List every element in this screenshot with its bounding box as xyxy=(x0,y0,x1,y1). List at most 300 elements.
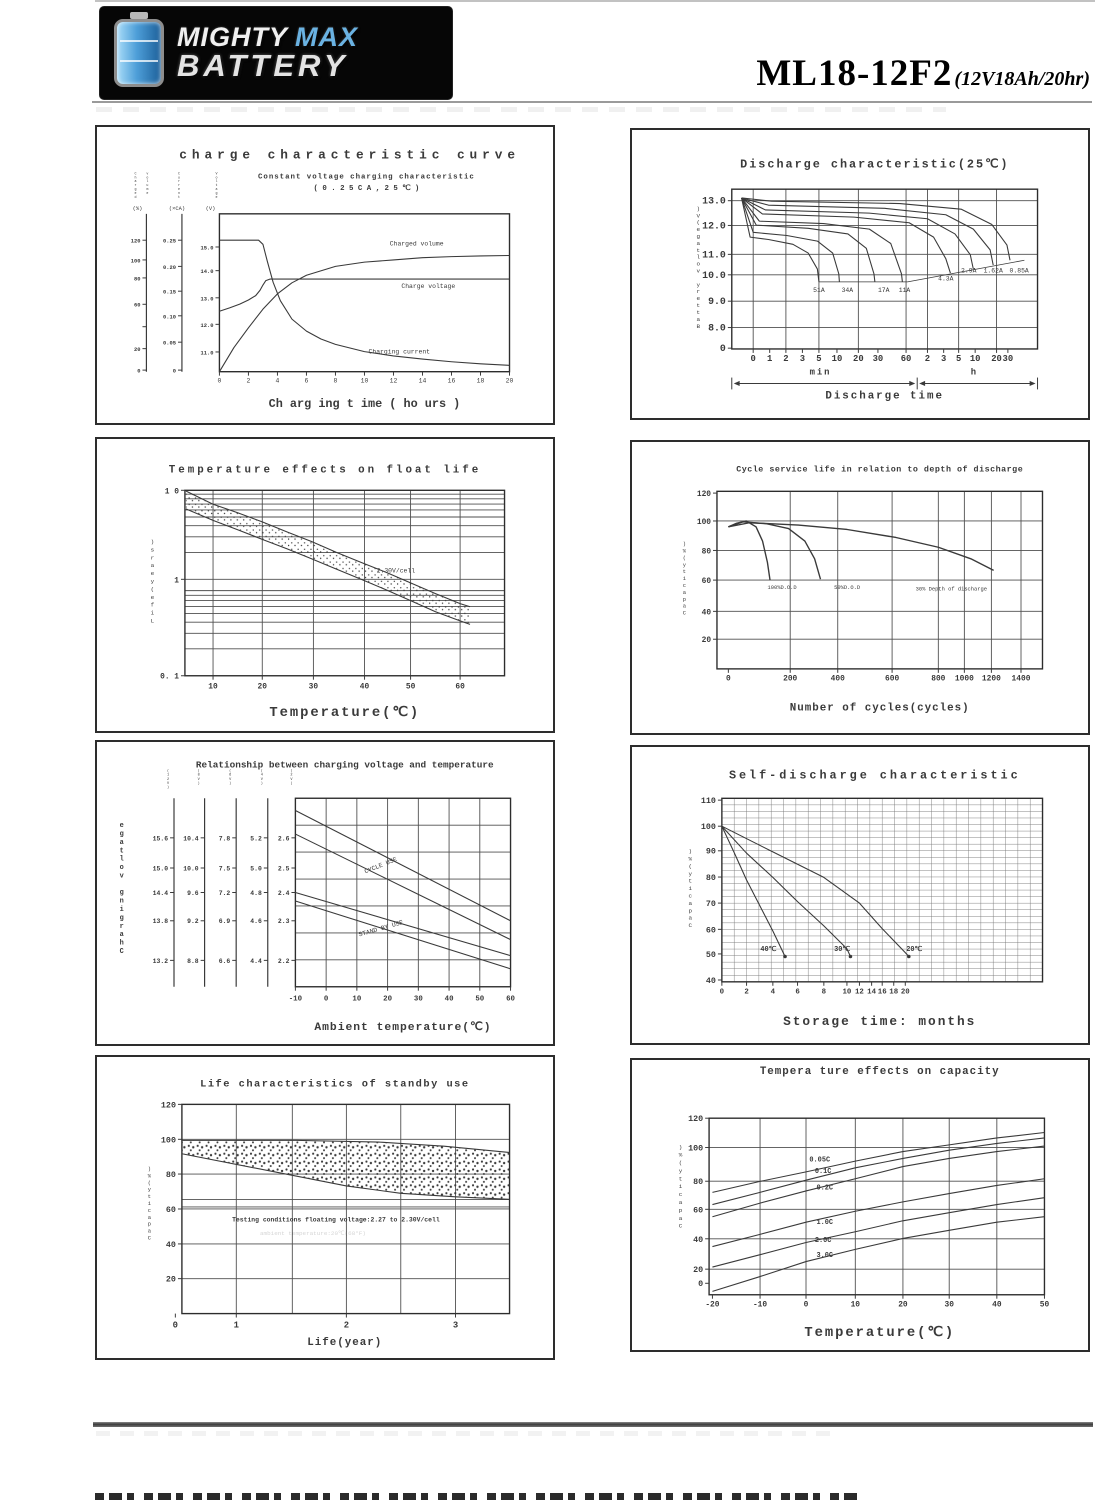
svg-text:800: 800 xyxy=(931,674,946,684)
svg-text:50: 50 xyxy=(405,682,416,692)
svg-text:g: g xyxy=(215,192,218,197)
svg-text:2: 2 xyxy=(246,377,251,385)
chart-canvas-charge xyxy=(97,127,553,423)
svg-text:y: y xyxy=(682,561,687,569)
svg-text:t: t xyxy=(696,302,701,310)
chart-charging-voltage-temperature xyxy=(95,740,555,1046)
chart-self-discharge xyxy=(630,745,1090,1045)
svg-text:(×CA): (×CA) xyxy=(168,204,186,212)
svg-text:13.0: 13.0 xyxy=(702,195,726,207)
svg-text:18: 18 xyxy=(476,377,485,385)
svg-text:2.9A: 2.9A xyxy=(961,267,977,275)
svg-text:7.5: 7.5 xyxy=(218,865,231,873)
svg-text:20: 20 xyxy=(900,988,910,997)
svg-text:80: 80 xyxy=(133,275,141,283)
chart-life-standby-use xyxy=(95,1055,555,1360)
chart-charge-characteristic-curve xyxy=(95,125,555,425)
svg-text:c: c xyxy=(682,582,687,590)
svg-text:60: 60 xyxy=(705,925,716,936)
svg-text:(: ( xyxy=(696,219,701,227)
svg-text:g: g xyxy=(119,914,124,923)
svg-text:m: m xyxy=(146,188,149,193)
svg-text:1: 1 xyxy=(167,773,170,778)
svg-text:0.10: 0.10 xyxy=(163,313,177,321)
chart-canvas-charging-voltage xyxy=(97,742,553,1044)
svg-text:50: 50 xyxy=(1039,1300,1050,1310)
svg-text:V: V xyxy=(260,777,263,782)
svg-text:i: i xyxy=(678,1183,683,1191)
svg-text:4.4: 4.4 xyxy=(250,957,262,965)
svg-text:40: 40 xyxy=(992,1300,1002,1310)
svg-text:Relationship between charging: Relationship between charging voltage and temperature xyxy=(195,759,494,771)
svg-text:1: 1 xyxy=(767,353,773,364)
svg-text:0: 0 xyxy=(750,353,756,364)
svg-text:i: i xyxy=(119,906,124,915)
svg-text:Charged volume: Charged volume xyxy=(389,240,444,248)
svg-text:10: 10 xyxy=(831,353,843,364)
svg-text:): ) xyxy=(678,1143,683,1151)
svg-text:50: 50 xyxy=(475,995,485,1004)
svg-text:(%): (%) xyxy=(132,204,143,212)
svg-text:a: a xyxy=(215,188,218,193)
svg-text:t: t xyxy=(215,184,218,189)
svg-text:3: 3 xyxy=(941,353,947,364)
svg-text:11A: 11A xyxy=(898,287,911,295)
svg-text:l: l xyxy=(146,180,149,185)
svg-text:0.15: 0.15 xyxy=(163,288,177,296)
svg-text:6: 6 xyxy=(795,988,800,997)
svg-text:51A: 51A xyxy=(813,287,825,295)
svg-text:a: a xyxy=(682,588,687,596)
svg-text:o: o xyxy=(215,176,218,181)
svg-text:C: C xyxy=(682,609,687,617)
svg-text:(: ( xyxy=(290,769,293,774)
svg-text:): ) xyxy=(167,786,170,791)
svg-text:120: 120 xyxy=(696,490,712,500)
svg-text:20: 20 xyxy=(693,1265,704,1276)
svg-text:(V): (V) xyxy=(205,204,216,212)
svg-text:20: 20 xyxy=(991,353,1002,364)
svg-text:): ) xyxy=(197,782,200,787)
svg-text:110: 110 xyxy=(700,796,716,807)
svg-text:4.3A: 4.3A xyxy=(938,275,954,283)
svg-text:C: C xyxy=(688,922,693,930)
svg-text:t: t xyxy=(682,568,687,576)
svg-text:7.8: 7.8 xyxy=(218,835,231,843)
svg-text:r: r xyxy=(119,922,124,931)
svg-text:100: 100 xyxy=(696,517,712,527)
svg-text:9.0: 9.0 xyxy=(708,296,726,308)
svg-text:B: B xyxy=(696,322,701,330)
svg-text:): ) xyxy=(147,1165,151,1173)
svg-text:t: t xyxy=(696,246,701,254)
svg-text:200: 200 xyxy=(783,674,798,684)
svg-text:2.5: 2.5 xyxy=(277,865,290,873)
svg-text:Tempera ture effects on capaci: Tempera ture effects on capacity xyxy=(759,1065,1000,1078)
svg-text:8: 8 xyxy=(197,773,200,778)
svg-text:60: 60 xyxy=(165,1204,176,1215)
svg-text:20: 20 xyxy=(853,353,864,364)
svg-text:40℃: 40℃ xyxy=(760,945,777,954)
svg-text:40: 40 xyxy=(165,1239,176,1250)
svg-text:5: 5 xyxy=(816,353,822,364)
svg-text:0.85A: 0.85A xyxy=(1009,267,1029,275)
svg-text:120: 120 xyxy=(160,1100,176,1111)
svg-text:30% Depth of discharge: 30% Depth of discharge xyxy=(915,585,988,593)
svg-text:30: 30 xyxy=(944,1300,954,1310)
svg-text:(: ( xyxy=(678,1159,683,1167)
svg-text:80: 80 xyxy=(705,872,716,883)
svg-text:17A: 17A xyxy=(877,287,890,295)
logo-word-battery: BATTERY xyxy=(177,48,349,84)
svg-text:2: 2 xyxy=(290,773,293,778)
svg-text:p: p xyxy=(688,907,693,915)
svg-text:9.2: 9.2 xyxy=(187,918,199,926)
svg-text:16: 16 xyxy=(447,377,456,385)
svg-text:50: 50 xyxy=(705,949,716,960)
svg-text:2.4: 2.4 xyxy=(277,889,290,897)
svg-text:5: 5 xyxy=(955,353,962,364)
svg-text:t: t xyxy=(696,308,701,316)
svg-text:0.20: 0.20 xyxy=(163,263,177,271)
svg-text:n: n xyxy=(177,192,180,197)
svg-text:10.0: 10.0 xyxy=(702,269,726,281)
svg-text:13.2: 13.2 xyxy=(152,957,169,965)
model-title xyxy=(756,52,1090,95)
svg-text:h: h xyxy=(970,367,977,378)
svg-text:8.8: 8.8 xyxy=(187,957,199,965)
chart-temperature-float-life xyxy=(95,437,555,733)
svg-text:Charge voltage: Charge voltage xyxy=(401,283,456,291)
svg-text:a: a xyxy=(150,562,155,570)
svg-text:90: 90 xyxy=(705,846,716,857)
svg-text:30: 30 xyxy=(413,995,423,1004)
svg-text:%: % xyxy=(147,1172,151,1180)
svg-text:h: h xyxy=(119,939,124,948)
svg-text:r: r xyxy=(696,288,701,296)
svg-text:n: n xyxy=(119,897,124,906)
svg-text:13.0: 13.0 xyxy=(200,295,214,303)
svg-text:2.3: 2.3 xyxy=(277,918,290,926)
svg-text:l: l xyxy=(215,180,218,185)
svg-text:(: ( xyxy=(147,1179,151,1187)
svg-text:10: 10 xyxy=(352,995,362,1004)
svg-text:Ambient temperature(℃): Ambient temperature(℃) xyxy=(314,1022,492,1035)
svg-text:): ) xyxy=(290,782,293,787)
svg-text:5.2: 5.2 xyxy=(250,835,262,843)
svg-text:(: ( xyxy=(150,585,155,593)
svg-text:34A: 34A xyxy=(841,287,854,295)
logo-text xyxy=(177,23,358,83)
svg-text:Discharge characteristic(25℃): Discharge characteristic(25℃) xyxy=(740,157,1010,172)
svg-text:r: r xyxy=(177,184,180,189)
svg-text:100: 100 xyxy=(700,822,716,833)
logo-word-max: MAX xyxy=(295,22,358,53)
chart-canvas-cycle-life xyxy=(632,442,1088,733)
svg-text:2.30V/cell: 2.30V/cell xyxy=(376,567,416,575)
svg-text:o: o xyxy=(146,176,149,181)
svg-text:1: 1 xyxy=(233,1320,239,1331)
svg-text:100: 100 xyxy=(688,1143,704,1154)
svg-text:15.6: 15.6 xyxy=(152,835,169,843)
svg-text:0.1C: 0.1C xyxy=(814,1168,832,1177)
svg-text:20: 20 xyxy=(898,1300,908,1310)
svg-text:): ) xyxy=(229,782,232,787)
svg-text:0: 0 xyxy=(725,674,731,684)
svg-text:4.8: 4.8 xyxy=(250,889,262,897)
svg-text:80: 80 xyxy=(701,547,712,557)
svg-text:a: a xyxy=(119,838,124,847)
svg-text:g: g xyxy=(119,830,124,839)
svg-text:12.0: 12.0 xyxy=(702,220,726,232)
svg-text:20℃: 20℃ xyxy=(906,945,923,954)
svg-text:120: 120 xyxy=(688,1114,704,1125)
svg-text:%: % xyxy=(682,547,687,555)
svg-text:a: a xyxy=(678,1199,683,1207)
svg-text:0: 0 xyxy=(172,367,177,375)
svg-text:y: y xyxy=(147,1186,151,1194)
chart-canvas-standby-life xyxy=(97,1057,553,1358)
svg-text:Temperature(℃): Temperature(℃) xyxy=(804,1326,956,1342)
svg-text:i: i xyxy=(688,885,693,893)
svg-text:Life(year): Life(year) xyxy=(307,1337,383,1350)
svg-text:h: h xyxy=(134,176,137,181)
svg-text:Storage time: months: Storage time: months xyxy=(783,1014,977,1030)
svg-text:e: e xyxy=(150,593,155,601)
svg-text:e: e xyxy=(150,570,155,578)
svg-text:11.0: 11.0 xyxy=(702,249,726,261)
svg-text:Constant voltage charging char: Constant voltage charging characteristic xyxy=(258,173,475,182)
chart-cycle-service-life xyxy=(630,440,1090,735)
svg-text:Cycle service life in relation: Cycle service life in relation to depth of discharge xyxy=(736,464,1024,475)
svg-text:1: 1 xyxy=(174,576,179,586)
svg-text:s: s xyxy=(150,546,155,554)
svg-text:r: r xyxy=(150,554,155,562)
svg-text:e: e xyxy=(696,295,701,303)
logo-word-mighty: MIGHTY xyxy=(177,22,288,53)
svg-text:v: v xyxy=(119,872,124,881)
svg-text:600: 600 xyxy=(885,674,900,684)
svg-text:20: 20 xyxy=(165,1274,176,1285)
svg-text:12.0: 12.0 xyxy=(200,321,214,329)
svg-text:Testing conditions floating vo: Testing conditions floating voltage:2.27 to 2.30V/cell xyxy=(232,1216,440,1224)
svg-text:2.6: 2.6 xyxy=(277,835,290,843)
svg-text:30: 30 xyxy=(308,682,319,692)
header-divider xyxy=(92,101,1092,103)
svg-text:e: e xyxy=(134,192,137,197)
svg-text:C: C xyxy=(147,1234,151,1242)
svg-text:a: a xyxy=(119,931,124,940)
svg-text:0.2C: 0.2C xyxy=(816,1184,834,1193)
svg-text:0: 0 xyxy=(137,367,141,375)
svg-text:0: 0 xyxy=(803,1300,809,1310)
svg-text:(: ( xyxy=(229,769,232,774)
svg-text:d: d xyxy=(134,196,137,201)
svg-text:3: 3 xyxy=(452,1320,459,1331)
svg-text:0: 0 xyxy=(698,1279,704,1290)
svg-text:6.6: 6.6 xyxy=(218,957,231,965)
svg-text:1000: 1000 xyxy=(954,674,974,684)
svg-text:30: 30 xyxy=(872,353,884,364)
svg-text:e: e xyxy=(177,188,180,193)
svg-text:8: 8 xyxy=(333,377,338,385)
svg-text:7.2: 7.2 xyxy=(218,889,231,897)
svg-text:p: p xyxy=(682,595,687,603)
svg-text:8: 8 xyxy=(821,988,827,997)
svg-text:Number of cycles(cycles): Number of cycles(cycles) xyxy=(789,702,970,715)
svg-text:t: t xyxy=(688,877,693,885)
svg-text:0.05C: 0.05C xyxy=(809,1156,831,1165)
svg-text:60: 60 xyxy=(900,353,912,364)
svg-text:a: a xyxy=(696,239,701,247)
svg-text:60: 60 xyxy=(455,682,465,692)
svg-text:40: 40 xyxy=(359,682,370,692)
svg-text:(: ( xyxy=(167,769,170,774)
svg-text:y: y xyxy=(688,870,693,878)
svg-text:a: a xyxy=(147,1227,151,1235)
svg-text:13.8: 13.8 xyxy=(152,918,169,926)
svg-text:0.05: 0.05 xyxy=(163,339,177,347)
svg-text:60: 60 xyxy=(693,1205,704,1216)
svg-text:min: min xyxy=(809,367,832,378)
svg-text:9.6: 9.6 xyxy=(187,889,199,897)
chart-canvas-discharge xyxy=(632,130,1088,418)
svg-text:y: y xyxy=(150,578,155,586)
svg-text:6: 6 xyxy=(304,377,309,385)
svg-text:2: 2 xyxy=(167,777,170,782)
battery-icon xyxy=(114,19,164,87)
footer-divider xyxy=(93,1422,1093,1427)
svg-text:l: l xyxy=(119,855,124,864)
svg-text:400: 400 xyxy=(830,674,845,684)
svg-text:a: a xyxy=(134,180,137,185)
svg-text:i: i xyxy=(150,609,155,617)
svg-text:Discharge time: Discharge time xyxy=(825,390,944,403)
svg-text:0: 0 xyxy=(719,343,726,355)
svg-text:a: a xyxy=(688,899,693,907)
svg-text:r: r xyxy=(177,180,180,185)
svg-text:-10: -10 xyxy=(752,1300,768,1310)
svg-text:( 0 . 2 5 C A , 2 5 ℃ ): ( 0 . 2 5 C A , 2 5 ℃ ) xyxy=(313,185,420,194)
svg-text:V: V xyxy=(696,212,701,220)
svg-text:): ) xyxy=(688,848,693,856)
svg-text:Temperature effects on float l: Temperature effects on float life xyxy=(168,464,482,477)
svg-text:18: 18 xyxy=(889,988,899,997)
svg-text:p: p xyxy=(678,1206,683,1214)
svg-text:14.0: 14.0 xyxy=(200,268,214,276)
svg-text:10: 10 xyxy=(208,682,218,692)
svg-text:16: 16 xyxy=(877,988,887,997)
svg-text:60: 60 xyxy=(506,995,515,1004)
svg-text:charge characteristic curve: charge characteristic curve xyxy=(179,147,521,163)
page-top-edge-line xyxy=(95,0,1095,2)
svg-text:a: a xyxy=(682,602,687,610)
svg-text:-20: -20 xyxy=(705,1300,720,1310)
svg-text:c: c xyxy=(678,1191,683,1199)
svg-text:100: 100 xyxy=(160,1135,176,1146)
svg-text:50%D.O.D: 50%D.O.D xyxy=(834,583,861,591)
chart-canvas-self-discharge xyxy=(632,747,1088,1043)
svg-text:V: V xyxy=(229,777,232,782)
svg-text:1.62A: 1.62A xyxy=(983,267,1003,275)
svg-text:e: e xyxy=(119,822,124,831)
svg-text:Ch arg ing t ime ( ho urs ): Ch arg ing t ime ( ho urs ) xyxy=(268,397,461,412)
svg-text:2.2: 2.2 xyxy=(277,957,290,965)
svg-text:(: ( xyxy=(197,769,200,774)
svg-text:g: g xyxy=(134,188,137,193)
svg-text:l: l xyxy=(696,253,701,261)
svg-text:2: 2 xyxy=(783,353,789,364)
svg-text:c: c xyxy=(688,892,693,900)
svg-text:10.4: 10.4 xyxy=(183,835,199,843)
svg-text:120: 120 xyxy=(130,237,141,245)
svg-text:g: g xyxy=(696,233,701,240)
svg-text:%: % xyxy=(678,1151,683,1159)
svg-text:10: 10 xyxy=(969,353,981,364)
mightymax-logo xyxy=(100,7,452,99)
svg-text:CYCLE USE: CYCLE USE xyxy=(363,855,399,876)
svg-text:40: 40 xyxy=(444,995,454,1004)
svg-text:): ) xyxy=(696,205,701,213)
svg-text:(: ( xyxy=(682,554,687,562)
svg-text:20: 20 xyxy=(257,682,267,692)
svg-text:12: 12 xyxy=(389,377,398,385)
svg-text:u: u xyxy=(177,176,180,181)
svg-text:C: C xyxy=(134,172,137,177)
svg-text:3.0C: 3.0C xyxy=(816,1251,834,1260)
svg-text:2.0C: 2.0C xyxy=(814,1236,832,1245)
chart-canvas-float-life xyxy=(97,439,553,731)
svg-text:80: 80 xyxy=(165,1170,176,1181)
svg-text:): ) xyxy=(150,538,155,546)
svg-text:t: t xyxy=(119,847,124,856)
svg-text:e: e xyxy=(146,192,149,197)
svg-text:4: 4 xyxy=(770,988,776,997)
svg-text:a: a xyxy=(688,914,693,922)
svg-text:3: 3 xyxy=(799,353,806,364)
svg-text:12: 12 xyxy=(854,988,864,997)
svg-text:t: t xyxy=(147,1193,151,1201)
svg-text:-10: -10 xyxy=(288,995,303,1004)
chart-canvas-temp-capacity xyxy=(632,1060,1088,1350)
svg-text:20: 20 xyxy=(383,995,393,1004)
svg-text:30: 30 xyxy=(1002,353,1014,364)
svg-text:15.0: 15.0 xyxy=(152,865,169,873)
svg-text:1.0C: 1.0C xyxy=(816,1219,834,1228)
svg-text:1200: 1200 xyxy=(981,674,1001,684)
svg-text:10.0: 10.0 xyxy=(183,865,199,873)
svg-text:30℃: 30℃ xyxy=(834,945,851,954)
svg-text:%: % xyxy=(688,855,693,863)
svg-text:2: 2 xyxy=(924,353,931,364)
svg-text:p: p xyxy=(147,1220,151,1228)
svg-text:40: 40 xyxy=(693,1234,704,1245)
svg-text:o: o xyxy=(119,864,124,873)
svg-text:100%D.O.D: 100%D.O.D xyxy=(767,583,797,591)
svg-text:e: e xyxy=(696,226,701,234)
svg-text:20: 20 xyxy=(133,346,141,354)
svg-text:t: t xyxy=(177,196,180,201)
svg-text:0.25: 0.25 xyxy=(163,237,177,245)
svg-text:f: f xyxy=(150,601,155,609)
svg-text:v: v xyxy=(696,267,701,275)
svg-text:v: v xyxy=(146,172,149,177)
svg-text:y: y xyxy=(678,1167,683,1175)
svg-text:80: 80 xyxy=(693,1177,704,1188)
svg-text:a: a xyxy=(696,315,701,323)
svg-text:t: t xyxy=(678,1175,683,1183)
svg-text:V: V xyxy=(290,777,293,782)
